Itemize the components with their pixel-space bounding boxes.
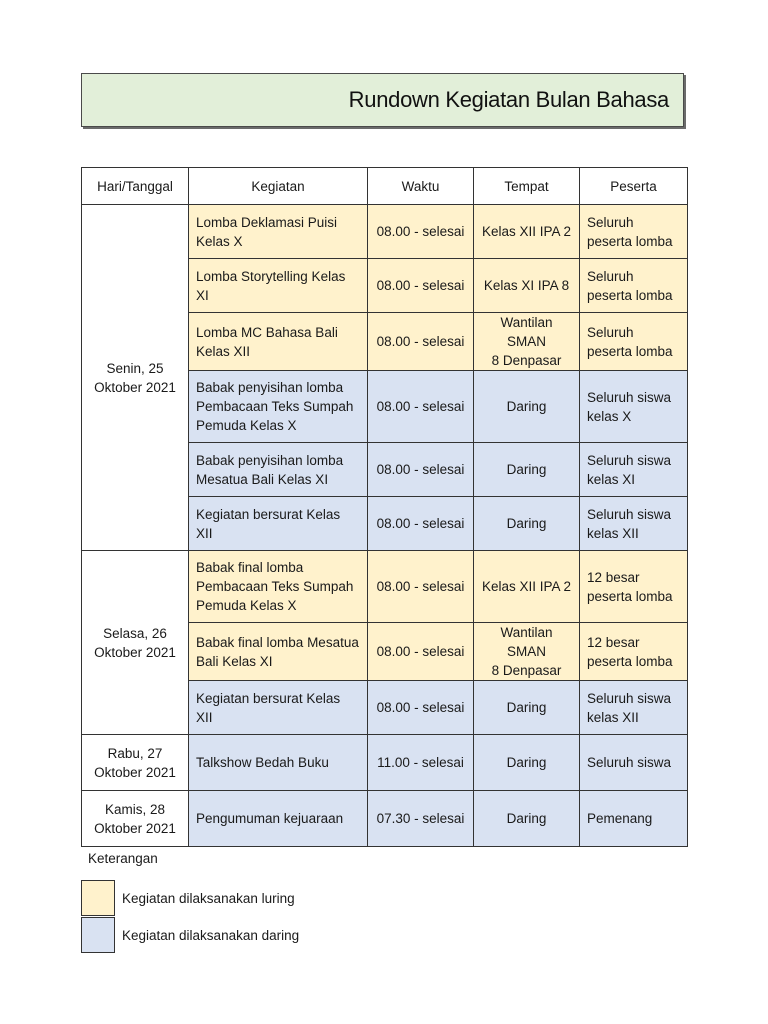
legend-swatch-daring	[81, 917, 115, 953]
day-label: Senin, 25 Oktober 2021	[94, 360, 176, 395]
table-row	[82, 205, 688, 259]
peserta-cell: Seluruh siswa	[580, 735, 688, 791]
legend-item-daring	[81, 917, 299, 953]
rundown-table	[81, 167, 688, 847]
waktu-cell: 08.00 - selesai	[368, 681, 474, 735]
waktu-cell: 08.00 - selesai	[368, 443, 474, 497]
day-label: Selasa, 26 Oktober 2021	[94, 625, 176, 660]
tempat-cell: Daring	[474, 681, 580, 735]
tempat-cell: Kelas XII IPA 2	[474, 551, 580, 623]
legend-label-daring: Kegiatan dilaksanakan daring	[122, 927, 300, 943]
peserta-cell: Pemenang	[580, 791, 688, 847]
column-header-hari: Hari/Tanggal	[82, 168, 189, 205]
legend-label-luring: Kegiatan dilaksanakan luring	[122, 890, 295, 906]
kegiatan-cell: Babak penyisihan lomba Mesatua Bali Kelas XI	[189, 443, 368, 497]
table-row	[82, 735, 688, 791]
kegiatan-cell: Pengumuman kejuaraan	[189, 791, 368, 847]
waktu-cell: 08.00 - selesai	[368, 313, 474, 371]
peserta-cell: Seluruh siswa kelas XII	[580, 681, 688, 735]
kegiatan-cell: Talkshow Bedah Buku	[189, 735, 368, 791]
waktu-cell: 08.00 - selesai	[368, 623, 474, 681]
column-header-kegiatan: Kegiatan	[189, 168, 368, 205]
peserta-cell: Seluruh peserta lomba	[580, 259, 688, 313]
kegiatan-cell: Babak final lomba Mesatua Bali Kelas XI	[189, 623, 368, 681]
tempat-cell: Kelas XI IPA 8	[474, 259, 580, 313]
peserta-cell: Seluruh siswa kelas X	[580, 371, 688, 443]
day-cell	[82, 735, 189, 791]
legend-title: Keterangan	[88, 851, 158, 866]
peserta-cell: Seluruh peserta lomba	[580, 313, 688, 371]
day-label: Rabu, 27 Oktober 2021	[94, 745, 176, 780]
kegiatan-cell: Babak penyisihan lomba Pembacaan Teks Sumpah Pemuda Kelas X	[189, 371, 368, 443]
kegiatan-cell: Babak final lomba Pembacaan Teks Sumpah Pemuda Kelas X	[189, 551, 368, 623]
table-header-row	[82, 168, 688, 205]
peserta-cell: Seluruh siswa kelas XI	[580, 443, 688, 497]
waktu-cell: 11.00 - selesai	[368, 735, 474, 791]
peserta-cell: 12 besar peserta lomba	[580, 551, 688, 623]
waktu-cell: 08.00 - selesai	[368, 497, 474, 551]
day-label: Kamis, 28 Oktober 2021	[94, 801, 176, 836]
kegiatan-cell: Lomba Deklamasi Puisi Kelas X	[189, 205, 368, 259]
waktu-cell: 08.00 - selesai	[368, 371, 474, 443]
tempat-cell: Daring	[474, 371, 580, 443]
table-row	[82, 551, 688, 623]
day-cell	[82, 791, 189, 847]
tempat-cell: Daring	[474, 735, 580, 791]
kegiatan-cell: Kegiatan bersurat Kelas XII	[189, 681, 368, 735]
peserta-cell: Seluruh siswa kelas XII	[580, 497, 688, 551]
tempat-cell: Kelas XII IPA 2	[474, 205, 580, 259]
kegiatan-cell: Lomba Storytelling Kelas XI	[189, 259, 368, 313]
tempat-cell: Daring	[474, 791, 580, 847]
peserta-cell: 12 besar peserta lomba	[580, 623, 688, 681]
day-cell	[82, 551, 189, 735]
legend-swatch-luring	[81, 880, 115, 916]
waktu-cell: 08.00 - selesai	[368, 551, 474, 623]
column-header-peserta: Peserta	[580, 168, 688, 205]
waktu-cell: 08.00 - selesai	[368, 205, 474, 259]
kegiatan-cell: Lomba MC Bahasa Bali Kelas XII	[189, 313, 368, 371]
legend-item-luring	[81, 880, 295, 916]
column-header-tempat: Tempat	[474, 168, 580, 205]
waktu-cell: 07.30 - selesai	[368, 791, 474, 847]
tempat-cell: Wantilan SMAN 8 Denpasar	[474, 313, 580, 371]
day-cell	[82, 205, 189, 551]
kegiatan-cell: Kegiatan bersurat Kelas XII	[189, 497, 368, 551]
tempat-cell: Daring	[474, 497, 580, 551]
table-row	[82, 791, 688, 847]
tempat-cell: Daring	[474, 443, 580, 497]
waktu-cell: 08.00 - selesai	[368, 259, 474, 313]
page-title: Rundown Kegiatan Bulan Bahasa	[348, 87, 669, 112]
peserta-cell: Seluruh peserta lomba	[580, 205, 688, 259]
title-banner	[81, 73, 684, 127]
column-header-waktu: Waktu	[368, 168, 474, 205]
tempat-cell: Wantilan SMAN 8 Denpasar	[474, 623, 580, 681]
